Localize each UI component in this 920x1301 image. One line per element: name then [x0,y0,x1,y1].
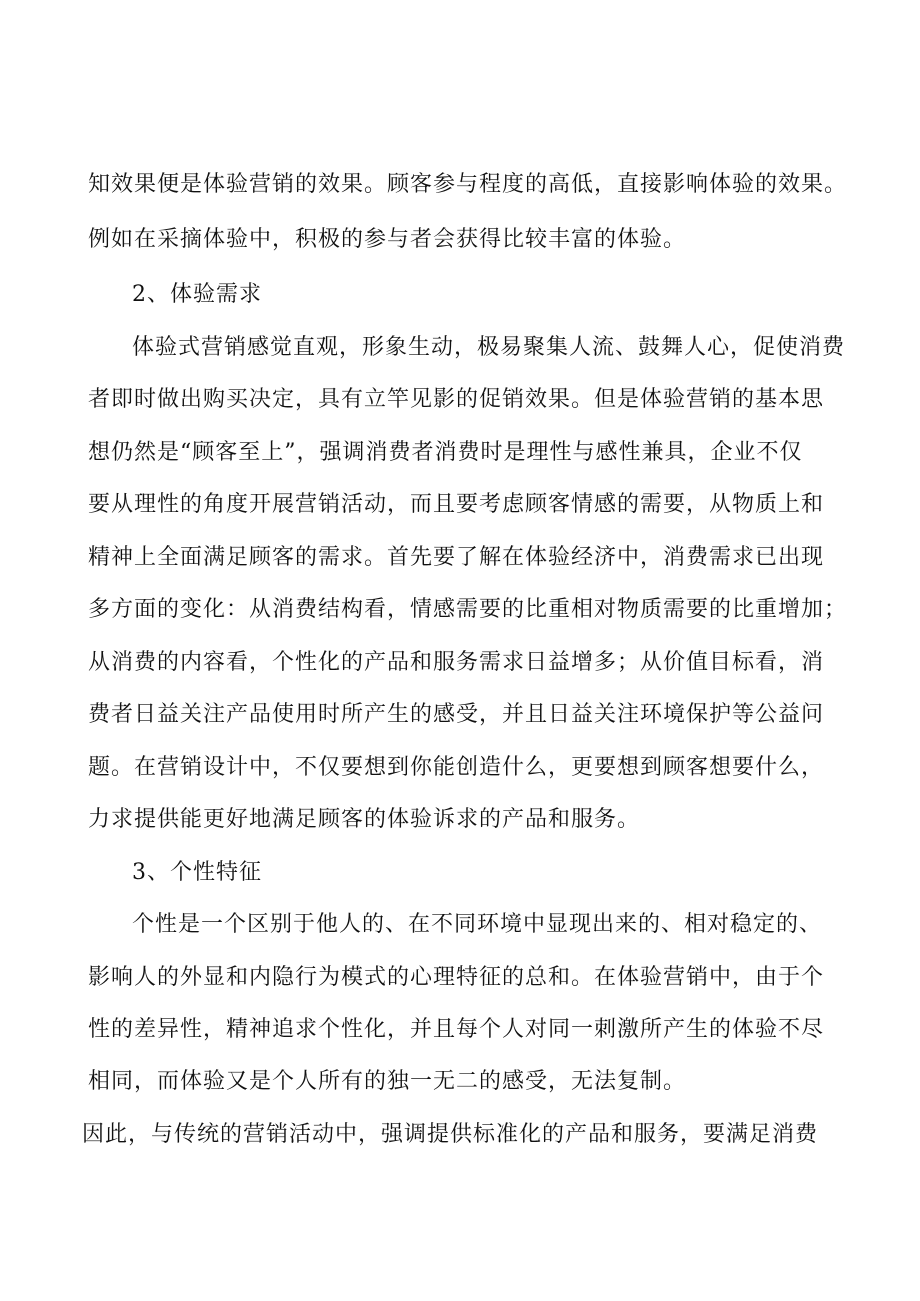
paragraph-line: 者即时做出购买决定，具有立竿见影的促销效果。但是体验营销的基本思 [88,387,825,412]
paragraph-line: 力求提供能更好地满足顾客的体验诉求的产品和服务。 [88,807,641,832]
paragraph-line: 性的差异性，精神追求个性化，并且每个人对同一刺激所产生的体验不尽 [88,1017,825,1042]
paragraph-line: 精神上全面满足顾客的需求。首先要了解在体验经济中，消费需求已出现 [88,545,825,570]
paragraph-line: 要从理性的角度开展营销活动，而且要考虑顾客情感的需要，从物质上和 [88,492,825,517]
section-heading: 2、体验需求 [132,282,262,307]
paragraph-line: 题。在营销设计中，不仅要想到你能创造什么，更要想到顾客想要什么， [88,755,825,780]
paragraph-line: 体验式营销感觉直观，形象生动，极易聚集人流、鼓舞人心，促使消费 [132,335,846,360]
paragraph-line: 从消费的内容看，个性化的产品和服务需求日益增多；从价值目标看，消 [88,650,825,675]
paragraph-line: 想仍然是“顾客至上”，强调消费者消费时是理性与感性兼具，企业不仅 [88,440,803,465]
paragraph-line: 相同，而体验又是个人所有的独一无二的感受，无法复制。 [88,1069,687,1094]
section-heading: 3、个性特征 [132,860,262,885]
paragraph-line: 费者日益关注产品使用时所产生的感受，并且日益关注环境保护等公益问 [88,702,825,727]
paragraph-line: 个性是一个区别于他人的、在不同环境中显现出来的、相对稳定的、 [132,912,823,937]
paragraph-line: 多方面的变化：从消费结构看，情感需要的比重相对物质需要的比重增加； [88,597,848,622]
paragraph-line: 例如在采摘体验中，积极的参与者会获得比较丰富的体验。 [88,227,687,252]
paragraph-line: 因此，与传统的营销活动中，强调提供标准化的产品和服务，要满足消费 [82,1122,819,1147]
paragraph-line: 影响人的外显和内隐行为模式的心理特征的总和。在体验营销中，由于个 [88,965,825,990]
paragraph-line: 知效果便是体验营销的效果。顾客参与程度的高低，直接影响体验的效果。 [88,172,848,197]
